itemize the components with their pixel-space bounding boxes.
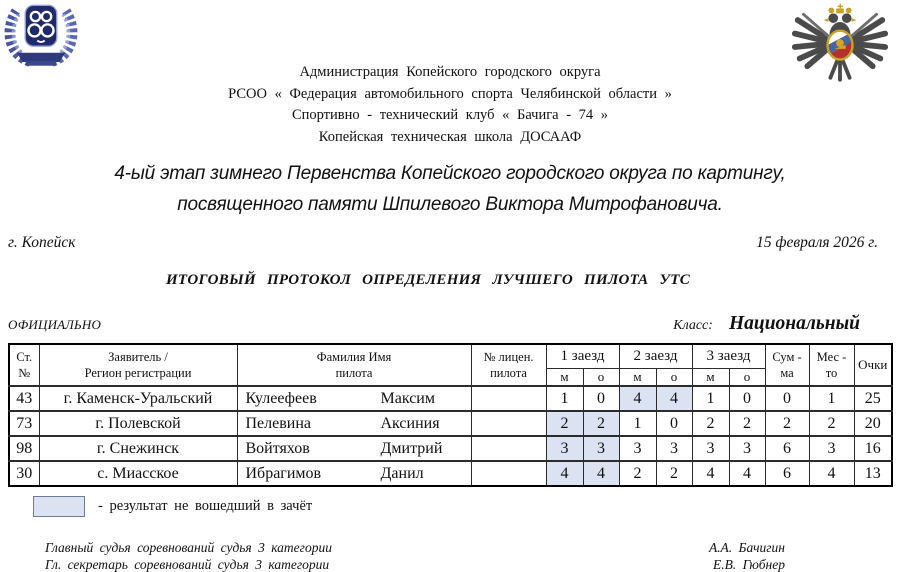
license-cell	[471, 386, 546, 411]
col-header-start-number: Ст. №	[9, 344, 39, 386]
pilot-surname: Кулеефеев	[245, 389, 317, 407]
official-class-row	[8, 313, 860, 335]
org-line-3: Спортивно - технический клуб « Бачига - 74 »	[291, 107, 609, 123]
sum-cell: 6	[765, 436, 809, 461]
col-header-place: Мес - то	[809, 344, 854, 386]
start-number-cell: 73	[9, 411, 39, 436]
class-label: Класс:	[673, 318, 713, 333]
pilot-firstname: Аксиния	[380, 414, 440, 432]
pilot-name-cell	[237, 411, 471, 436]
race-result-cell: 2	[546, 411, 583, 436]
race-result-cell: 4	[619, 386, 656, 411]
legend-text: - результат не вошедший в зачёт	[98, 498, 313, 514]
results-body	[9, 386, 892, 486]
race-result-cell: 0	[656, 411, 692, 436]
protocol-title: ИТОГОВЫЙ ПРОТОКОЛ ОПРЕДЕЛЕНИЯ ЛУЧШЕГО ПИЛОТА УТС	[165, 272, 691, 288]
race-result-cell: 4	[729, 461, 765, 486]
col-header-race-1: 1 заезд	[546, 344, 619, 368]
city-label: г. Копейск	[8, 234, 76, 251]
race-result-cell: 0	[729, 386, 765, 411]
pilot-firstname: Дмитрий	[380, 439, 443, 457]
date-label: 15 февраля 2026 г.	[756, 234, 878, 251]
sub-header-m-3: м	[692, 368, 729, 386]
signature-row-chief-judge	[45, 539, 785, 556]
chief-judge-role: Главный судья соревнований судья 3 категории	[45, 540, 332, 555]
col-header-pilot-name: Фамилия Имя пилота	[237, 344, 471, 386]
race-result-cell: 2	[619, 461, 656, 486]
race-result-cell: 4	[692, 461, 729, 486]
col-header-points: Очки	[854, 344, 892, 386]
region-cell: г. Каменск-Уральский	[39, 386, 237, 411]
region-cell: г. Полевской	[39, 411, 237, 436]
table-row	[9, 411, 892, 436]
points-cell: 25	[854, 386, 892, 411]
pilot-name-cell	[237, 386, 471, 411]
signatures	[45, 539, 785, 572]
race-result-cell: 3	[619, 436, 656, 461]
org-line-2: РСОО « Федерация автомобильного спорта Челябинской области »	[228, 85, 672, 102]
race-result-cell: 2	[729, 411, 765, 436]
race-result-cell: 4	[656, 386, 692, 411]
sub-header-o-3: о	[729, 368, 765, 386]
sum-cell: 0	[765, 386, 809, 411]
table-row	[9, 461, 892, 486]
sub-header-o-2: о	[656, 368, 692, 386]
results-table	[8, 343, 893, 487]
race-result-cell: 3	[583, 436, 619, 461]
place-cell: 2	[809, 411, 854, 436]
pilot-name-cell	[237, 461, 471, 486]
sub-header-m-1: м	[546, 368, 583, 386]
race-result-cell: 2	[656, 461, 692, 486]
start-number-cell: 30	[9, 461, 39, 486]
pilot-surname: Пелевина	[245, 414, 312, 432]
class-value: Национальный	[728, 313, 860, 334]
secretary-name: Е.В. Гюбнер	[713, 557, 785, 572]
official-status-label: ОФИЦИАЛЬНО	[8, 317, 102, 332]
race-result-cell: 4	[583, 461, 619, 486]
license-cell	[471, 411, 546, 436]
region-cell: г. Снежинск	[39, 436, 237, 461]
race-result-cell: 1	[546, 386, 583, 411]
class-wrap	[673, 313, 860, 335]
race-result-cell: 3	[656, 436, 692, 461]
race-result-cell: 1	[619, 411, 656, 436]
start-number-cell: 43	[9, 386, 39, 411]
org-line-4: Копейская техническая школа ДОСААФ	[318, 128, 582, 145]
points-cell: 16	[854, 436, 892, 461]
table-row	[9, 436, 892, 461]
race-result-cell: 1	[692, 386, 729, 411]
region-cell: с. Миасское	[39, 461, 237, 486]
race-result-cell: 2	[583, 411, 619, 436]
org-line-1: Администрация Копейского городского округа	[299, 64, 601, 80]
license-cell	[471, 436, 546, 461]
race-result-cell: 3	[692, 436, 729, 461]
table-header-row-1	[9, 344, 892, 368]
pilot-firstname: Данил	[380, 464, 424, 482]
place-cell: 4	[809, 461, 854, 486]
col-header-entrant-region: Заявитель / Регион регистрации	[39, 344, 237, 386]
points-cell: 13	[854, 461, 892, 486]
sum-cell: 2	[765, 411, 809, 436]
race-result-cell: 2	[692, 411, 729, 436]
col-header-race-3: 3 заезд	[692, 344, 765, 368]
table-header	[9, 344, 892, 386]
signature-row-secretary	[45, 556, 785, 572]
pilot-name-cell	[237, 436, 471, 461]
event-title-line-2: посвященного памяти Шпилевого Виктора Митрофановича.	[177, 194, 723, 215]
city-date-row	[8, 234, 878, 252]
col-header-race-2: 2 заезд	[619, 344, 692, 368]
chief-judge-name: А.А. Бачигин	[708, 540, 785, 555]
event-title	[0, 158, 900, 220]
license-cell	[471, 461, 546, 486]
sub-header-m-2: м	[619, 368, 656, 386]
start-number-cell: 98	[9, 436, 39, 461]
col-header-license: № лицен. пилота	[471, 344, 546, 386]
pilot-surname: Ибрагимов	[245, 464, 322, 482]
race-result-cell: 3	[546, 436, 583, 461]
event-title-line-1: 4-ый этап зимнего Первенства Копейского городского округа по картингу,	[114, 163, 786, 184]
race-result-cell: 0	[583, 386, 619, 411]
legend	[33, 496, 312, 517]
points-cell: 20	[854, 411, 892, 436]
org-header	[0, 62, 900, 148]
place-cell: 1	[809, 386, 854, 411]
legend-swatch	[33, 496, 85, 517]
secretary-role: Гл. секретарь соревнований судья 3 категории	[45, 557, 330, 572]
place-cell: 3	[809, 436, 854, 461]
pilot-surname: Войтяхов	[245, 439, 310, 457]
pilot-firstname: Максим	[380, 389, 435, 407]
col-header-sum: Сум - ма	[765, 344, 809, 386]
table-row	[9, 386, 892, 411]
sub-header-o-1: о	[583, 368, 619, 386]
sum-cell: 6	[765, 461, 809, 486]
race-result-cell: 4	[546, 461, 583, 486]
race-result-cell: 3	[729, 436, 765, 461]
